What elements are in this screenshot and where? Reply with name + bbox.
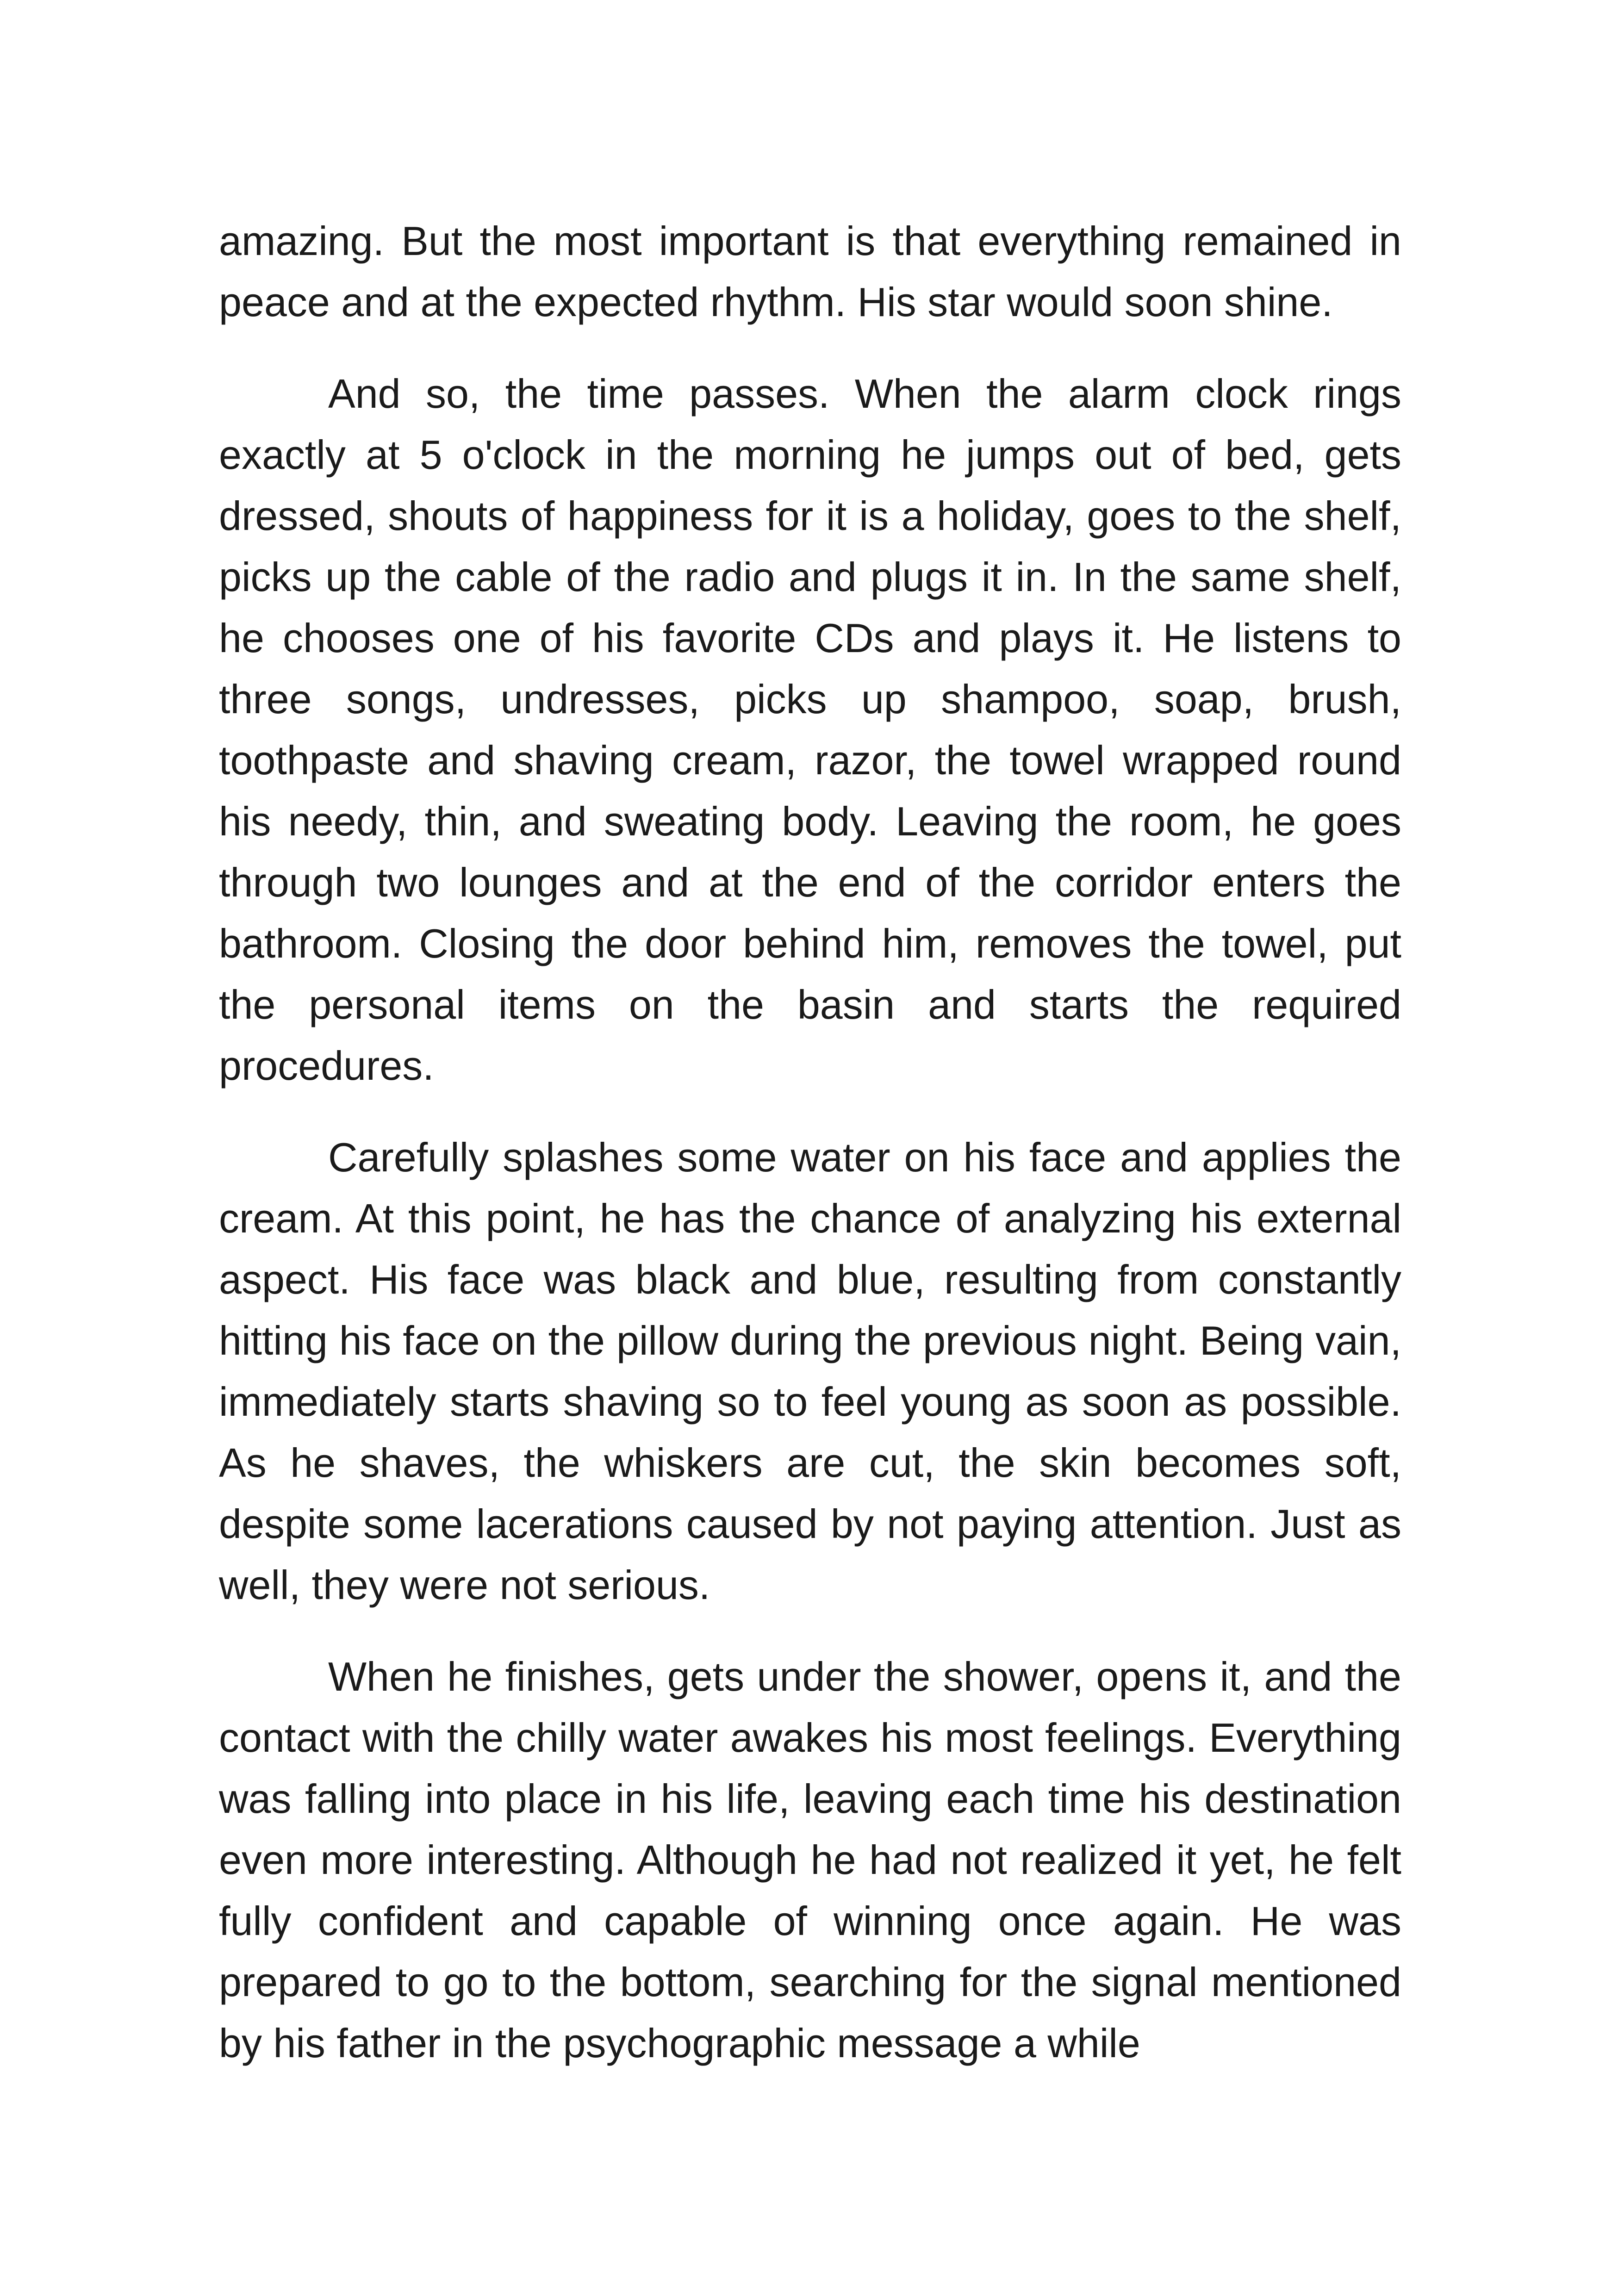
paragraph-1: amazing. But the most important is that everything remained in peace and at the expected rhythm. His star would soon shine. bbox=[219, 218, 1401, 325]
paragraph-3: Carefully splashes some water on his face and applies the cream. At this point, he has the chance of analyzing his external aspect. His face was black and blue, resulting from constantly hitting his face on the pillow during the previous night. Being vain, immediately starts shaving so to feel young as soon as possible. As he shaves, the whiskers are cut, the skin becomes soft, despite some lacerations caused by not paying attention. Just as well, they were not serious. bbox=[219, 1134, 1401, 1608]
paragraph-4: When he finishes, gets under the shower, opens it, and the contact with the chilly water awakes his most feelings. Everything was falling into place in his life, leaving each time his destination even more interesting. Although he had not realized it yet, he felt fully confident and capable of winning once again. He was prepared to go to the bottom, searching for the signal mentioned by his father in the psychographic message a while bbox=[219, 1654, 1401, 2066]
body-text bbox=[219, 211, 1401, 2074]
paragraph-2: And so, the time passes. When the alarm clock rings exactly at 5 o'clock in the morning he jumps out of bed, gets dressed, shouts of happiness for it is a holiday, goes to the shelf, picks up the cable of the radio and plugs it in. In the same shelf, he chooses one of his favorite CDs and plays it. He listens to three songs, undresses, picks up shampoo, soap, brush, toothpaste and shaving cream, razor, the towel wrapped round his needy, thin, and sweating body. Leaving the room, he goes through two lounges and at the end of the corridor enters the bathroom. Closing the door behind him, removes the towel, put the personal items on the basin and starts the required procedures. bbox=[219, 371, 1401, 1089]
